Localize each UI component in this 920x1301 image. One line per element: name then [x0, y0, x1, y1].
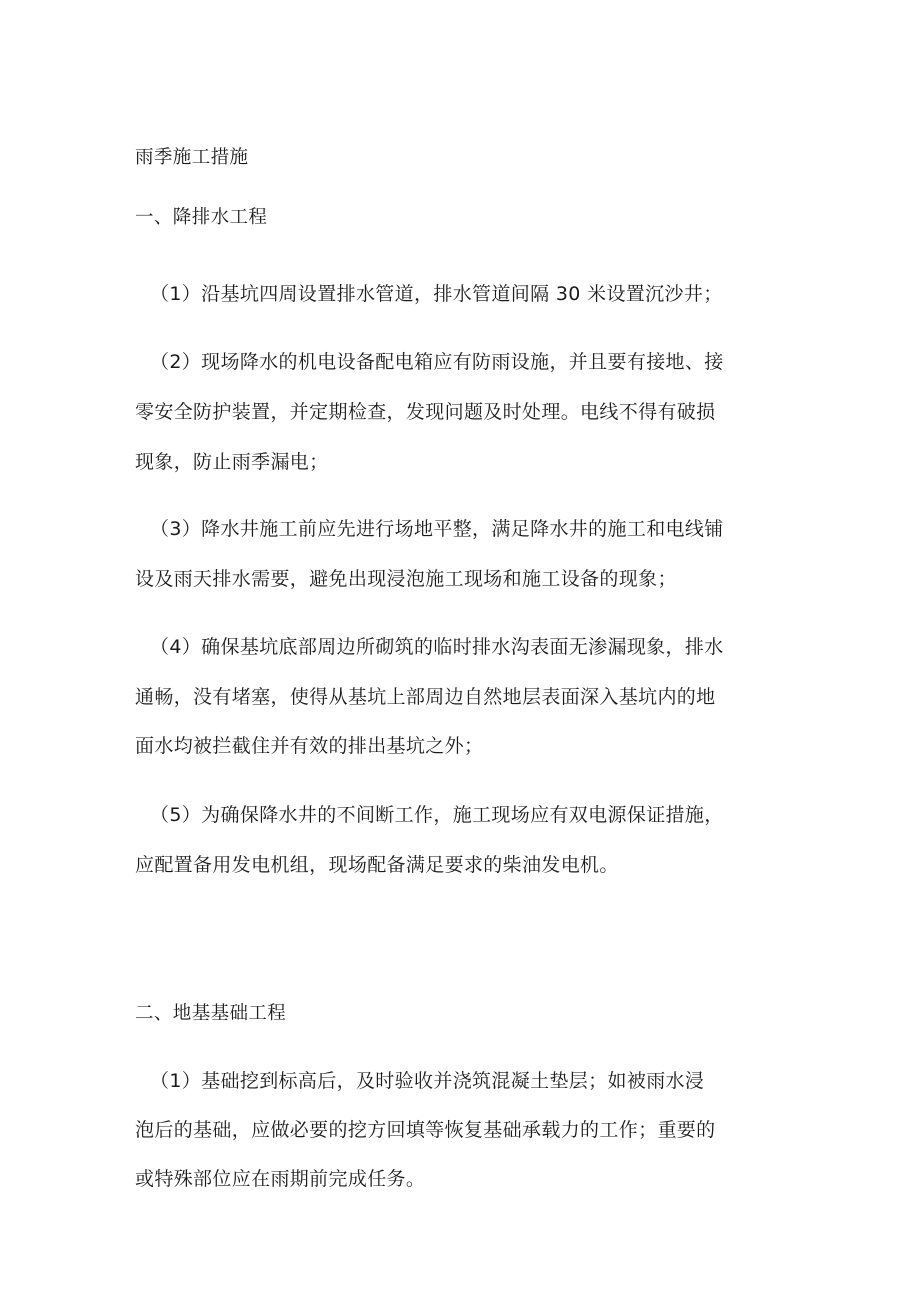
paragraph-line: （3）降水井施工前应先进行场地平整，满足降水井的施工和电线铺 [150, 518, 724, 540]
document-title: 雨季施工措施 [135, 147, 249, 168]
section-heading-dewatering: 一、降排水工程 [135, 207, 268, 228]
paragraph-line: 面水均被拦截住并有效的排出基坑之外； [135, 735, 484, 757]
paragraph-line: （1）基础挖到标高后，及时验收并浇筑混凝土垫层；如被雨水浸 [150, 1070, 705, 1092]
paragraph-line: （1）沿基坑四周设置排水管道，排水管道间隔 30 米设置沉沙井； [150, 283, 723, 305]
paragraph-line: 设及雨天排水需要，避免出现浸泡施工现场和施工设备的现象； [135, 568, 677, 590]
paragraph-line: （5）为确保降水井的不间断工作，施工现场应有双电源保证措施， [150, 804, 724, 826]
paragraph-line: 应配置备用发电机组，现场配备满足要求的柴油发电机。 [135, 854, 619, 876]
paragraph-line: 通畅，没有堵塞，使得从基坑上部周边自然地层表面深入基坑内的地 [135, 686, 716, 708]
paragraph-line: （4）确保基坑底部周边所砌筑的临时排水沟表面无渗漏现象，排水 [150, 636, 724, 658]
paragraph-line: 泡后的基础，应做必要的挖方回填等恢复基础承载力的工作；重要的 [135, 1119, 716, 1141]
paragraph-line: 现象，防止雨季漏电； [135, 451, 329, 473]
section-heading-foundation: 二、地基基础工程 [135, 1003, 287, 1024]
paragraph-line: 或特殊部位应在雨期前完成任务。 [135, 1168, 426, 1190]
paragraph-line: 零安全防护装置，并定期检查，发现问题及时处理。电线不得有破损 [135, 401, 716, 423]
paragraph-line: （2）现场降水的机电设备配电箱应有防雨设施，并且要有接地、接 [150, 351, 724, 373]
